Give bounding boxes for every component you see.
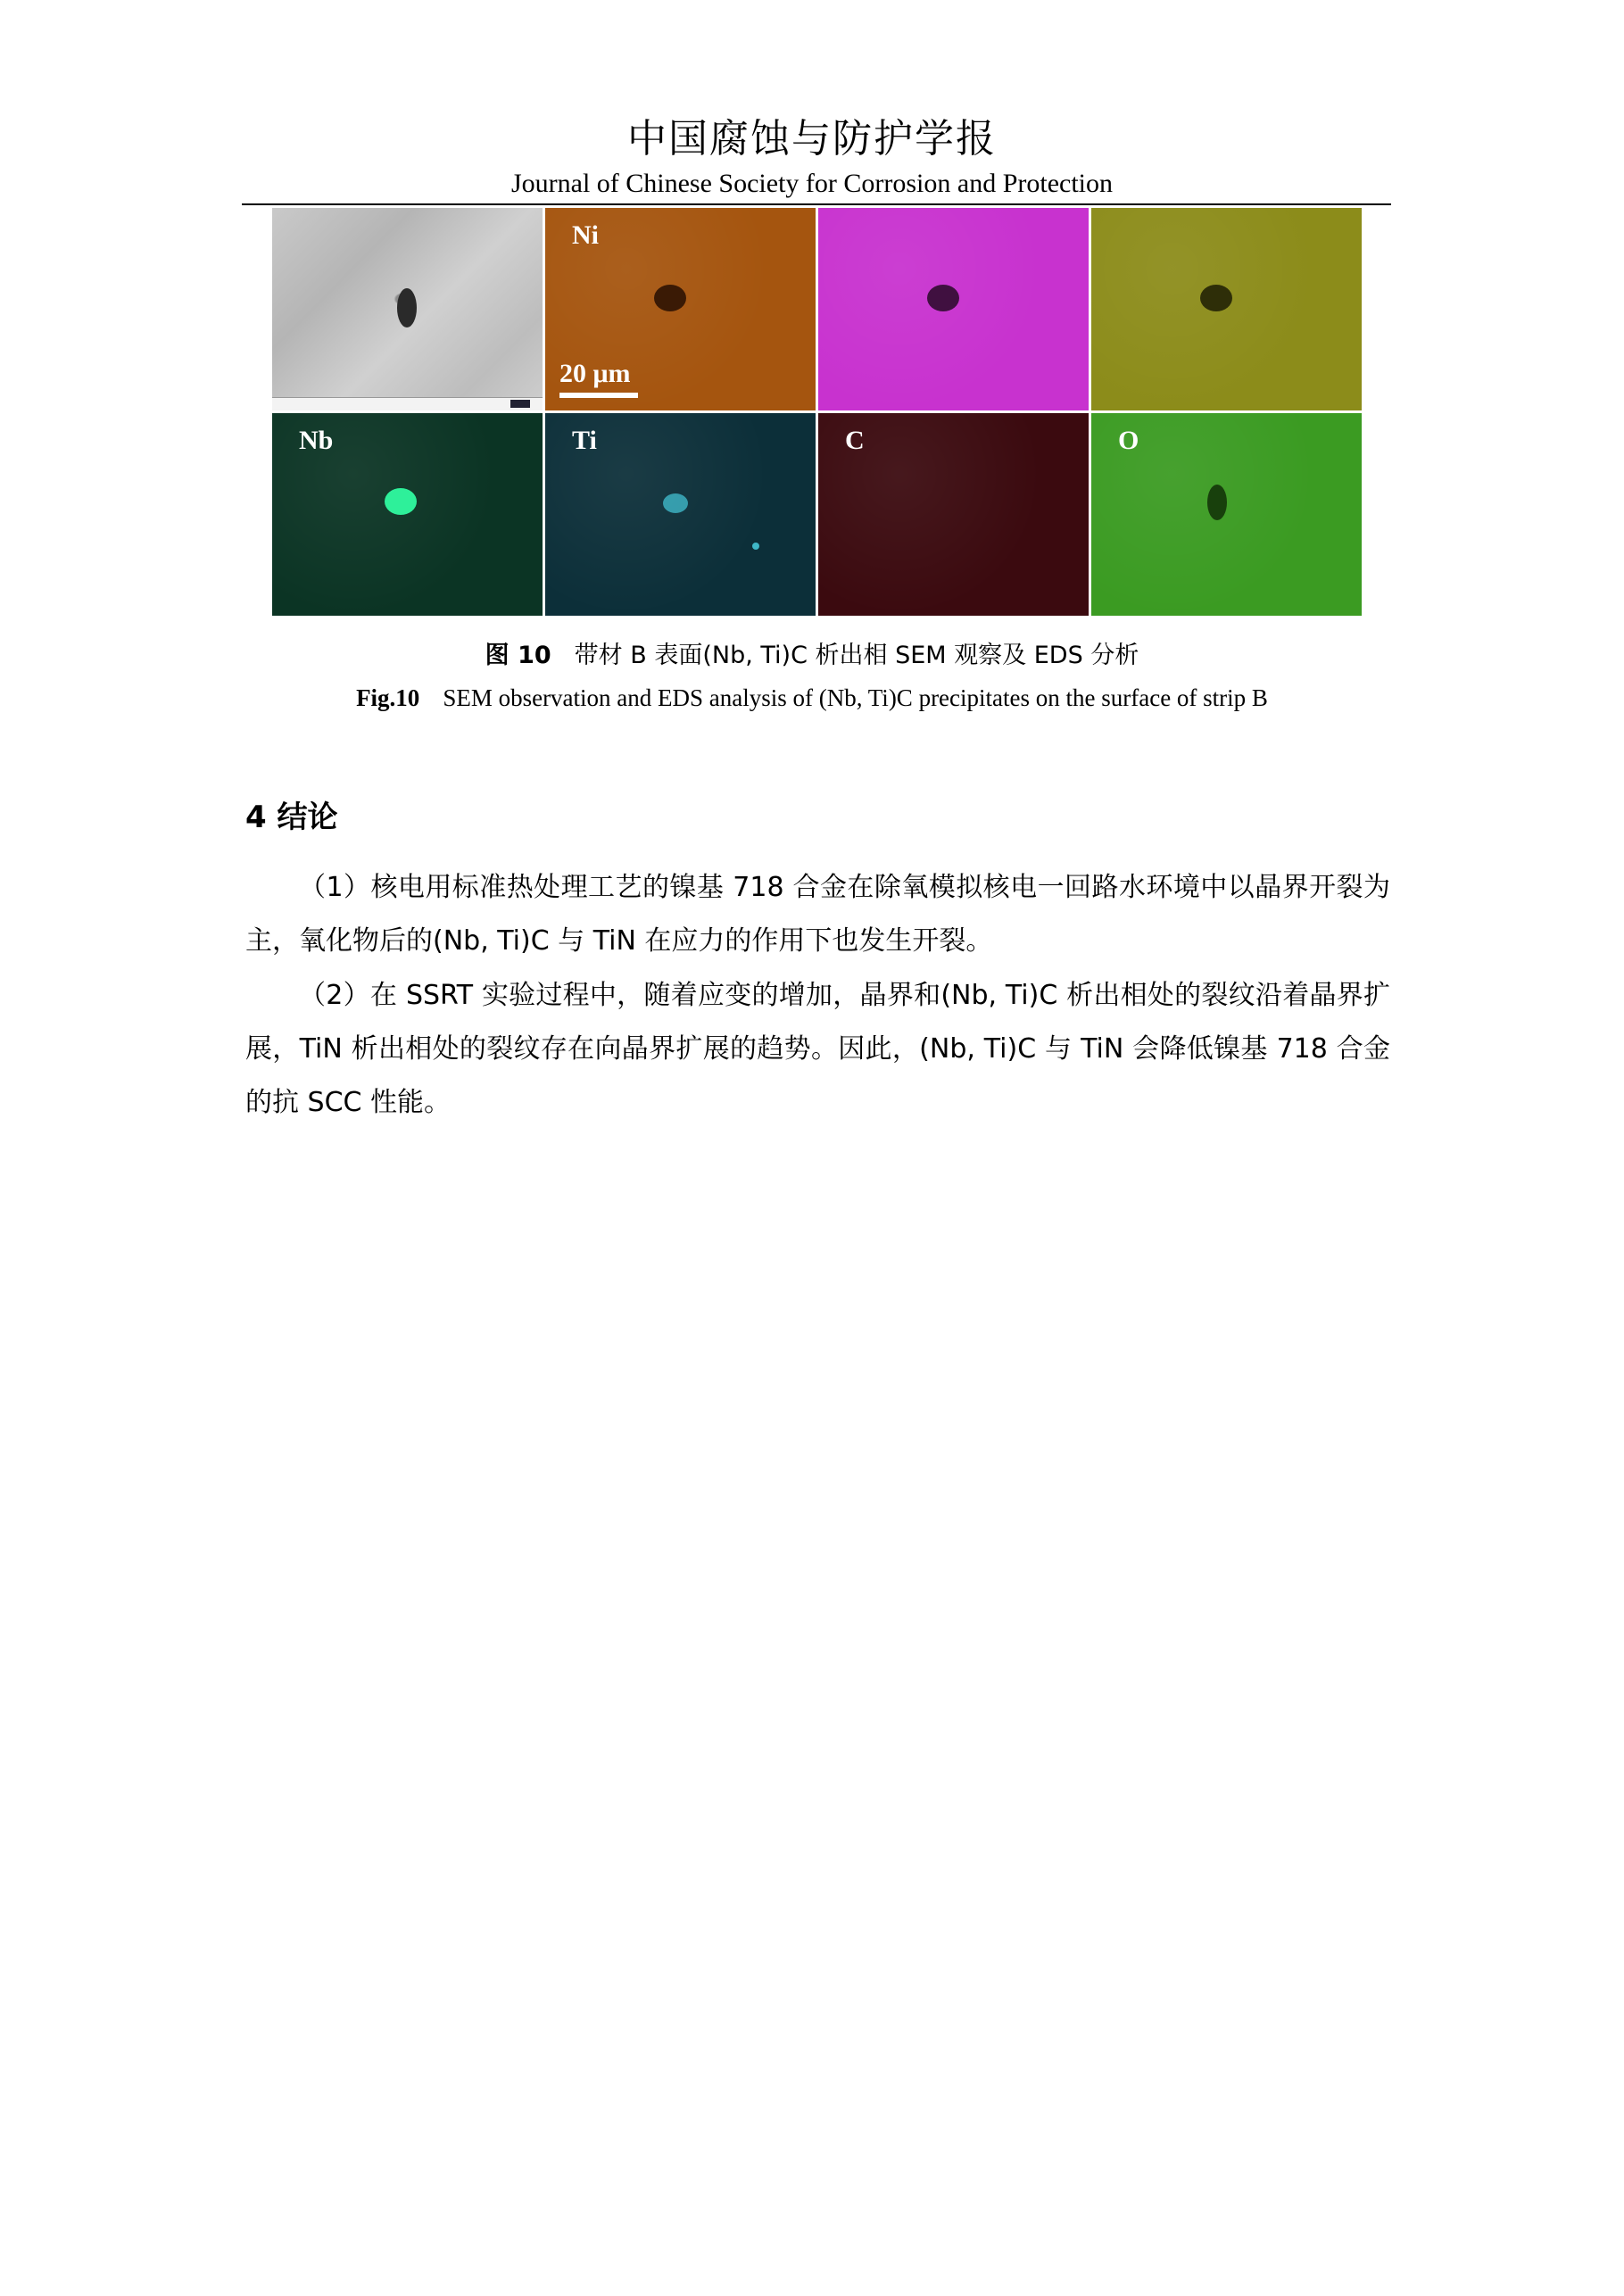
- caption-en-text: SEM observation and EDS analysis of (Nb, Ti)C precipitates on the surface of strip B: [443, 684, 1268, 711]
- element-map-panel-4: [1091, 208, 1362, 410]
- caption-cn-lead: 图 10: [485, 642, 551, 669]
- figure-caption-en: [0, 683, 1624, 713]
- section-heading: 4 结论: [245, 800, 338, 835]
- c-map-panel: [818, 413, 1089, 616]
- scale-bar: [559, 359, 638, 398]
- element-map-panel-3: [818, 208, 1089, 410]
- conclusion-paragraph-1: （1）核电用标准热处理工艺的镍基 718 合金在除氧模拟核电一回路水环境中以晶界开裂为主，氧化物后的(Nb, Ti)C 与 TiN 在应力的作用下也发生开裂。: [245, 872, 1390, 957]
- sem-image-panel: [272, 208, 543, 410]
- figure-10: [272, 208, 1361, 617]
- scale-bar-line: [559, 393, 638, 398]
- ni-map-panel: [545, 208, 816, 410]
- ti-label: Ti: [572, 426, 597, 455]
- sem-logo: [510, 400, 530, 408]
- o-particle: [1207, 485, 1227, 520]
- caption-cn-text: 带材 B 表面(Nb, Ti)C 析出相 SEM 观察及 EDS 分析: [574, 642, 1139, 669]
- nb-map-panel: [272, 413, 543, 616]
- sem-particle: [397, 288, 417, 327]
- scale-bar-label: 20 μm: [559, 359, 631, 388]
- nb-label: Nb: [299, 426, 334, 455]
- journal-title-cn: 中国腐蚀与防护学报: [627, 116, 997, 162]
- nb-particle: [385, 488, 417, 515]
- o-map-panel: [1091, 413, 1362, 616]
- map-particle: [1200, 285, 1232, 311]
- sem-info-bar: [272, 397, 543, 410]
- ti-particle-small: [752, 543, 759, 550]
- header-divider: [242, 203, 1391, 205]
- ti-particle: [663, 493, 688, 513]
- caption-en-lead: Fig.10: [356, 684, 420, 711]
- c-label: C: [845, 426, 865, 455]
- ti-map-panel: [545, 413, 816, 616]
- figure-caption-cn: [0, 641, 1624, 671]
- ni-particle: [654, 285, 686, 311]
- ni-label: Ni: [572, 220, 599, 250]
- journal-title-en: Journal of Chinese Society for Corrosion and Protection: [510, 169, 1114, 198]
- conclusion-paragraph-2: （2）在 SSRT 实验过程中，随着应变的增加，晶界和(Nb, Ti)C 析出相处的裂纹沿着晶界扩展，TiN 析出相处的裂纹存在向晶界扩展的趋势。因此，(Nb, Ti)C 与 TiN 会降低镍基 718 合金的抗 SCC 性能。: [245, 980, 1390, 1118]
- o-label: O: [1118, 426, 1139, 455]
- map-particle: [927, 285, 959, 311]
